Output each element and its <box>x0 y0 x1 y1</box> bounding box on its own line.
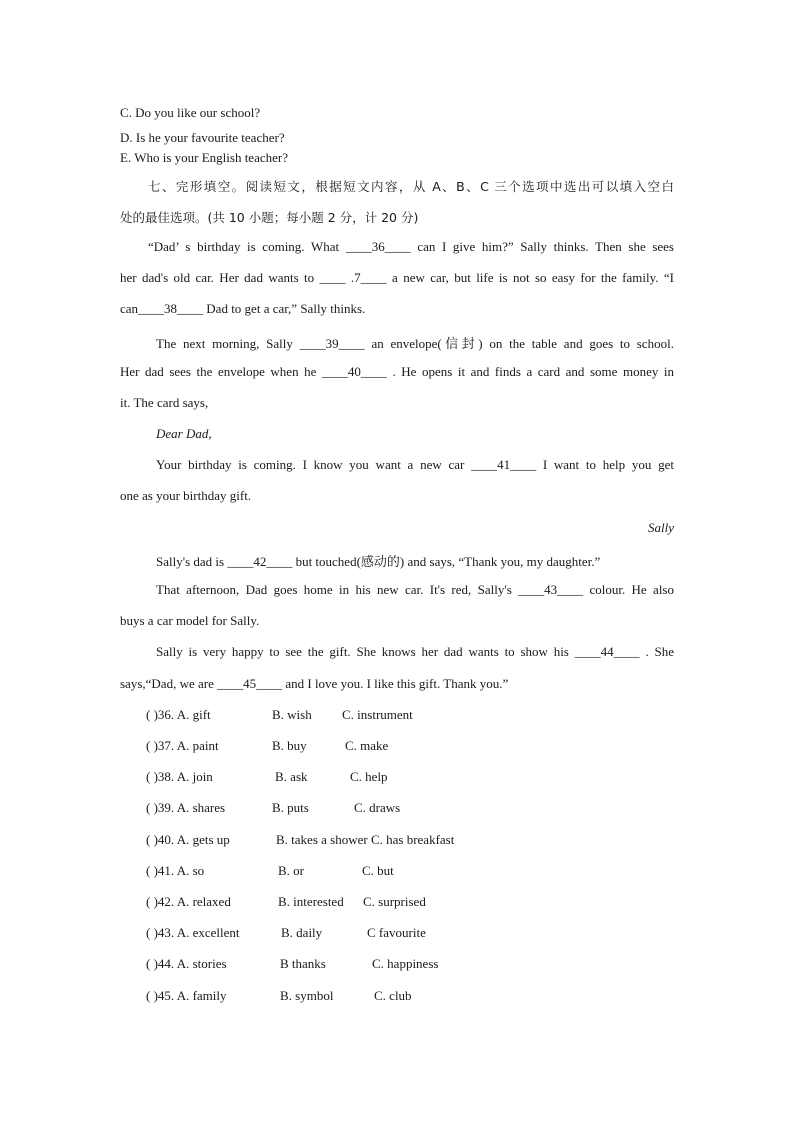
question-37 <box>120 738 540 754</box>
question-43-a: ( )43. A. excellent <box>146 925 240 940</box>
question-42 <box>120 894 540 910</box>
question-39 <box>120 800 540 816</box>
passage-p1-line3: can____38____ Dad to get a car,” Sally thinks. <box>120 301 366 316</box>
option-e-text: E. Who is your English teacher? <box>120 150 288 165</box>
passage-p5-line2: buys a car model for Sally. <box>120 613 260 628</box>
question-39-b: B. puts <box>272 800 309 815</box>
passage-p1-line2: her dad's old car. Her dad wants to ____ .7____ a new car, but life is not so easy for the family. “I <box>120 270 674 285</box>
question-45-a: ( )45. A. family <box>146 988 227 1003</box>
passage-p2-line2: Her dad sees the envelope when he ____40____ . He opens it and finds a card and some money in <box>120 364 674 379</box>
section-heading-line2: 处的最佳选项。(共 10 小题；每小题 2 分，计 20 分) <box>120 210 419 225</box>
question-36-c: C. instrument <box>342 707 413 722</box>
question-37-b: B. buy <box>272 738 307 753</box>
passage-p1-line1: “Dad’ s birthday is coming. What ____36____ can I give him?” Sally thinks. Then she sees <box>148 239 674 254</box>
letter-body-line1: Your birthday is coming. I know you want a new car ____41____ I want to help you get <box>156 457 674 472</box>
question-41 <box>120 863 540 879</box>
question-43-c: C favourite <box>367 925 426 940</box>
question-41-a: ( )41. A. so <box>146 863 205 878</box>
passage-p4-line1: Sally's dad is ____42____ but touched(感动的) and says, “Thank you, my daughter.” <box>156 554 601 569</box>
question-37-a: ( )37. A. paint <box>146 738 219 753</box>
question-44 <box>120 956 540 972</box>
question-36 <box>120 707 540 723</box>
question-44-c: C. happiness <box>372 956 439 971</box>
question-39-c: C. draws <box>354 800 401 815</box>
question-42-a: ( )42. A. relaxed <box>146 894 231 909</box>
passage-p2-line3: it. The card says, <box>120 395 209 410</box>
passage-p6-line2: says,“Dad, we are ____45____ and I love you. I like this gift. Thank you.” <box>120 676 509 691</box>
question-38-c: C. help <box>350 769 388 784</box>
question-45-b: B. symbol <box>280 988 334 1003</box>
question-40-b: B. takes a shower C. has breakfast <box>276 832 455 847</box>
question-40-a: ( )40. A. gets up <box>146 832 230 847</box>
question-38 <box>120 769 540 785</box>
question-45 <box>120 988 540 1004</box>
letter-body-line2: one as your birthday gift. <box>120 488 252 503</box>
passage-p6-line1: Sally is very happy to see the gift. She knows her dad wants to show his ____44____ . She <box>156 644 674 659</box>
question-36-a: ( )36. A. gift <box>146 707 211 722</box>
question-43-b: B. daily <box>281 925 323 940</box>
question-38-b: B. ask <box>275 769 308 784</box>
question-44-b: B thanks <box>280 956 326 971</box>
letter-signature: Sally <box>648 520 674 535</box>
question-41-c: C. but <box>362 863 394 878</box>
question-42-c: C. surprised <box>363 894 426 909</box>
question-43 <box>120 925 540 941</box>
question-42-b: B. interested <box>278 894 344 909</box>
question-40 <box>120 832 540 848</box>
question-44-a: ( )44. A. stories <box>146 956 227 971</box>
letter-salutation: Dear Dad, <box>156 426 212 441</box>
section-heading-line1: 七、完形填空。阅读短文，根据短文内容，从 A、B、C 三个选项中选出可以填入空白 <box>148 179 674 194</box>
question-36-b: B. wish <box>272 707 312 722</box>
passage-p2-line1: The next morning, Sally ____39____ an envelope(信封) on the table and goes to school. <box>156 336 674 351</box>
question-39-a: ( )39. A. shares <box>146 800 226 815</box>
option-c-text: C. Do you like our school? <box>120 105 261 120</box>
question-37-c: C. make <box>345 738 389 753</box>
question-45-c: C. club <box>374 988 412 1003</box>
question-38-a: ( )38. A. join <box>146 769 213 784</box>
option-d-text: D. Is he your favourite teacher? <box>120 130 285 145</box>
passage-p5-line1: That afternoon, Dad goes home in his new car. It's red, Sally's ____43____ colour. He also <box>156 582 674 597</box>
question-41-b: B. or <box>278 863 304 878</box>
